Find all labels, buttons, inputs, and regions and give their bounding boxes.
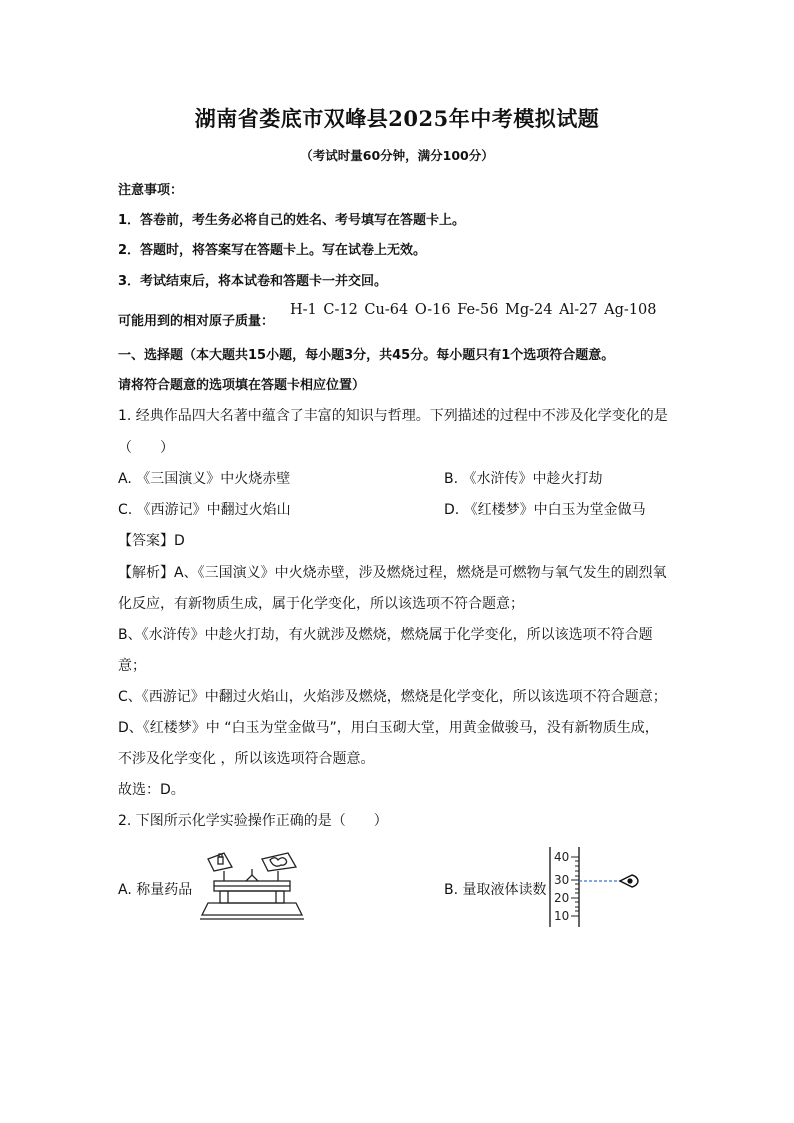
q2-option-b-label: B. 量取液体读数 bbox=[444, 882, 547, 898]
q1-analysis-line: D、《红楼梦》中 “白玉为堂金做马”，用白玉砌大堂，用黄金做骏马，没有新物质生成， bbox=[118, 720, 659, 736]
page-subtitle: （考试时量60分钟，满分100分） bbox=[300, 148, 494, 163]
page-title: 湖南省娄底市双峰县2025年中考模拟试题 bbox=[194, 106, 600, 131]
q1-stem: 1. 经典作品四大名著中蕴含了丰富的知识与哲理。下列描述的过程中不涉及化学变化的是 bbox=[118, 408, 668, 424]
cylinder-tick-label: 30 bbox=[554, 873, 570, 887]
atomic-mass-values: H-1 C-12 Cu-64 O-16 Fe-56 Mg-24 Al-27 Ag-108 bbox=[290, 302, 657, 318]
q1-answer: 【答案】D bbox=[118, 533, 185, 549]
q1-option-d: D. 《红楼梦》中白玉为堂金做马 bbox=[444, 502, 646, 518]
section-heading: 一、选择题（本大题共15小题，每小题3分，共45分。每小题只有1个选项符合题意。 bbox=[118, 348, 615, 363]
cylinder-tick-label: 10 bbox=[554, 909, 570, 923]
q1-analysis-line: 意； bbox=[118, 658, 146, 674]
q2-stem: 2. 下图所示化学实验操作正确的是（ ） bbox=[118, 813, 388, 829]
q1-analysis-line: 不涉及化学变化 ，所以该选项符合题意。 bbox=[118, 751, 375, 767]
atomic-mass-label: 可能用到的相对原子质量： bbox=[118, 314, 275, 329]
q1-analysis-line: C、《西游记》中翻过火焰山，火焰涉及燃烧，燃烧是化学变化，所以该选项不符合题意； bbox=[118, 689, 667, 705]
q1-option-b: B. 《水浒传》中趁火打劫 bbox=[444, 471, 603, 487]
q1-analysis-line: 化反应，有新物质生成，属于化学变化，所以该选项不符合题意； bbox=[118, 596, 524, 612]
q2-option-a-label: A. 称量药品 bbox=[118, 882, 193, 898]
section-heading-cont: 请将符合题意的选项填在答题卡相应位置） bbox=[118, 378, 366, 393]
eye-icon bbox=[620, 875, 638, 887]
q1-option-c: C. 《西游记》中翻过火焰山 bbox=[118, 502, 291, 518]
q1-analysis-line: 【解析】A、《三国演义》中火烧赤壁，涉及燃烧过程，燃烧是可燃物与氧气发生的剧烈氧 bbox=[118, 565, 667, 581]
cylinder-tick-label: 20 bbox=[554, 891, 570, 905]
notes-heading: 注意事项： bbox=[118, 183, 184, 198]
q1-analysis-line: B、《水浒传》中趁火打劫，有火就涉及燃烧，燃烧属于化学变化，所以该选项不符合题 bbox=[118, 627, 653, 643]
balance-scale-image bbox=[198, 845, 306, 925]
q1-stem-paren: （ ） bbox=[118, 440, 174, 456]
graduated-cylinder-image bbox=[546, 845, 646, 929]
note-item: 3．考试结束后，将本试卷和答题卡一并交回。 bbox=[118, 274, 388, 289]
q1-conclusion: 故选：D。 bbox=[118, 782, 185, 798]
q1-option-a: A. 《三国演义》中火烧赤壁 bbox=[118, 471, 291, 487]
note-item: 1．答卷前，考生务必将自己的姓名、考号填写在答题卡上。 bbox=[118, 213, 466, 228]
note-item: 2．答题时，将答案写在答题卡上。写在试卷上无效。 bbox=[118, 243, 427, 258]
cylinder-tick-label: 40 bbox=[554, 850, 570, 864]
